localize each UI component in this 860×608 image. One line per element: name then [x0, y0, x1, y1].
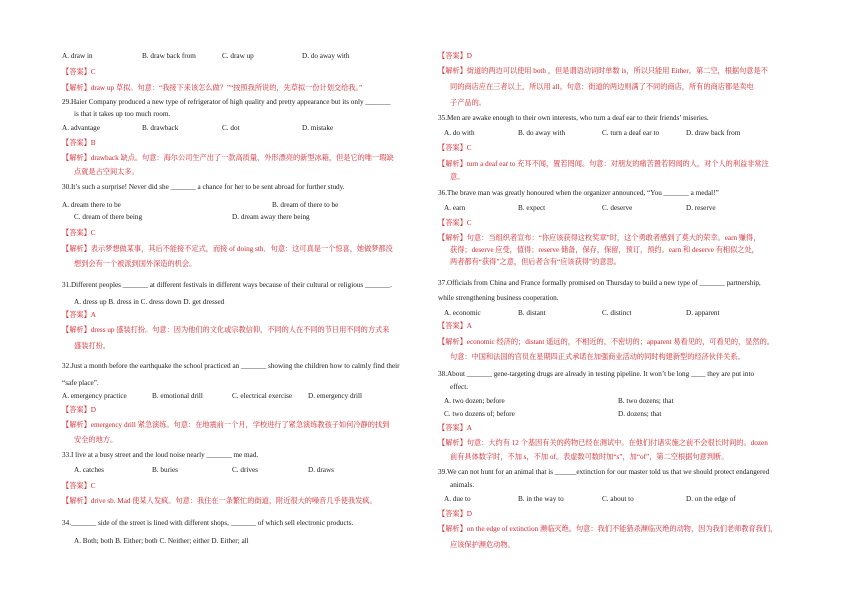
- option-c: C. dream of there being: [74, 213, 143, 221]
- q33-analysis: 【解析】drive sb. Mad 使某人发疯。句意：我住在一条繁忙的街道，附近很大的噪音几乎使我发疯。: [62, 497, 377, 505]
- q37-analysis-cont: 句意：中国和法国的官员在星期四正式承诺在加强商业活动的同时构建新型的经济伙伴关系。: [450, 353, 745, 361]
- q35-analysis-cont: 意。: [450, 173, 465, 181]
- q31-stem: 31.Different peoples _______ at different festivals in different ways because of their cultural or religious _______.: [62, 281, 392, 289]
- q29-stem-cont: is that it takes up too much room.: [74, 110, 171, 118]
- option-a: A. advantage: [62, 124, 100, 132]
- q39-analysis: 【解析】on the edge of extinction 濒临灭绝。句意：我们不能猎杀濒临灭绝的动物，因为我们老师教育我们，: [438, 525, 778, 533]
- q35-stem: 35.Men are awake enough to their own interests, who turn a deaf ear to their friends’ miseries.: [438, 114, 709, 122]
- option-a: A. catches: [74, 466, 104, 474]
- option-a: A. draw in: [62, 52, 93, 60]
- q30-analysis-cont: 想到会有一个被派到国外深造的机会。: [74, 260, 197, 268]
- option-a: A. do with: [444, 129, 475, 137]
- q28-answer: 【答案】C: [62, 68, 96, 76]
- option-a: A. due to: [444, 495, 471, 503]
- option-d: D. draw back from: [686, 129, 741, 137]
- q33-stem: 33.I live at a busy street and the loud noise nearly _______ me mad.: [62, 451, 259, 459]
- option-c: C. distinct: [602, 309, 632, 317]
- option-d: D. dozens; that: [618, 410, 662, 418]
- option-c: C. turn a deaf ear to: [602, 129, 660, 137]
- option-c: C. drives: [232, 466, 258, 474]
- option-b: B. expect: [518, 204, 546, 212]
- q35-answer: 【答案】C: [438, 144, 472, 152]
- option-b: B. do away with: [518, 129, 566, 137]
- option-d: D. apparent: [686, 309, 720, 317]
- q34-analysis-cont: 同的商店应在三者以上，所以用 all。句意：街道的两边则满了不同的商店，所有的商店都是卖电: [450, 83, 754, 91]
- q36-analysis: 【解析】句意：当组织者宣布：“你应该获得这枚奖章”时，这个勇敢者感到了莫大的荣幸。earn 赚得，: [438, 234, 761, 242]
- q38-stem-cont: effect.: [450, 383, 469, 391]
- option-d: D. mistake: [302, 124, 334, 132]
- q37-answer: 【答案】A: [438, 322, 472, 330]
- option-a: A. emergency practice: [62, 392, 127, 400]
- q39-analysis-cont: 应该保护濒危动物。: [450, 541, 515, 549]
- q29-stem: 29.Haier Company produced a new type of refrigerator of high quality and pretty appearance but its only _______: [62, 98, 391, 106]
- q29-answer: 【答案】B: [62, 139, 96, 147]
- q38-analysis: 【解析】句意：大约有 12 个基因有关的药物已经在测试中。在他们付诸实施之前不会很长时间的。dozen: [438, 439, 768, 447]
- q38-analysis-cont: 前有具体数字时，不加 s，不加 of。表虚数可数时加“s”，加“of”，第二空根据句意判断。: [450, 453, 729, 461]
- q30-answer: 【答案】C: [62, 229, 96, 237]
- q36-analysis-cont2: 两者都有“获得”之意，但后者含有“应该获得”的意思。: [450, 258, 621, 266]
- q39-answer: 【答案】D: [438, 510, 472, 518]
- q28-analysis: 【解析】draw up 草拟。句意：“我接下来该怎么做？”“按照我所说的，先草拟一份计划交给我。”: [62, 84, 363, 92]
- q31-options: A. dress up B. dress in C. dress down D. get dressed: [74, 298, 225, 306]
- option-b: B. in the way to: [518, 495, 564, 503]
- q39-stem-cont: animals.: [450, 481, 475, 489]
- q34-analysis: 【解析】街道的两边可以使用 both ，但是谓语动词时单数 is，所以只能用 Either。第二空，根据句意是不: [438, 67, 768, 75]
- option-b: B. emotional drill: [152, 392, 203, 400]
- option-d: D. reserve: [686, 204, 716, 212]
- q37-stem-cont: while strengthening business cooperation.: [438, 294, 559, 302]
- option-a: A. earn: [444, 204, 466, 212]
- option-c: C. about to: [602, 495, 634, 503]
- q34-analysis-cont2: 子产品的。: [450, 99, 486, 107]
- q31-answer: 【答案】A: [62, 311, 96, 319]
- option-d: D. on the edge of: [686, 495, 736, 503]
- option-d: D. draws: [308, 466, 334, 474]
- q35-analysis: 【解析】turn a deaf ear to 充耳不闻，置若罔闻。句意：对朋友的痛苦置若罔闻的人，对个人的利益非常注: [438, 160, 769, 168]
- q36-analysis-cont: 获得；deserve 应受，值得；reserve 储备，保存，保留，预订，预约。earn 和 deserve 有相似之处，: [450, 246, 759, 254]
- q32-stem-cont: “safe place”.: [62, 379, 99, 387]
- q34-stem: 34._______ side of the street is lined with different shops, _______ of which sell electronic products.: [62, 519, 354, 527]
- option-b: B. drawback: [142, 124, 179, 132]
- q31-analysis-cont: 盛装打扮。: [74, 342, 110, 350]
- q38-answer: 【答案】A: [438, 424, 472, 432]
- q32-analysis-cont: 安全的地方。: [74, 436, 118, 444]
- q33-answer: 【答案】C: [62, 482, 96, 490]
- option-c: C. dot: [222, 124, 240, 132]
- q30-stem: 30.It’s such a surprise! Never did she _______ a chance for her to be sent abroad for further study.: [62, 183, 345, 191]
- q32-analysis: 【解析】emergency drill 紧急演练。句意：在地震前一个月，学校进行了紧急演练教孩子如何冷静的找到: [62, 421, 390, 429]
- option-a: A. two dozen; before: [444, 397, 505, 405]
- q39-stem: 39.We can not hunt for an animal that is ______extinction for our master told us that we should protect endangered: [438, 468, 770, 476]
- q29-analysis-cont: 点就是占空间太多。: [74, 168, 139, 176]
- q32-answer: 【答案】D: [62, 406, 96, 414]
- option-c: C. deserve: [602, 204, 633, 212]
- option-a: A. dream there to be: [62, 201, 121, 209]
- option-b: B. draw back from: [142, 52, 196, 60]
- option-d: D. dream away there being: [232, 213, 310, 221]
- option-d: D. do away with: [302, 52, 350, 60]
- option-b: B. two dozens; that: [618, 397, 674, 405]
- option-d: D. emergency drill: [308, 392, 362, 400]
- option-c: C. electrical exercise: [232, 392, 293, 400]
- q34-answer: 【答案】D: [438, 52, 472, 60]
- q38-stem: 38.About _______ gene-targeting drugs are already in testing pipeline. It won’t be long ____ they are put into: [438, 370, 755, 378]
- option-c: C. draw up: [222, 52, 254, 60]
- q36-stem: 36.The brave man was greatly honoured when the organizer announced, “You _______ a medal!”: [438, 189, 719, 197]
- q30-analysis: 【解析】表示梦想做某事，其后不能接不定式，而接 of doing sth．句意：这可真是一个惊喜，她做梦都没: [62, 245, 393, 253]
- q37-stem: 37.Officials from China and France formally promised on Thursday to build a new type of _______ partnership,: [438, 279, 761, 287]
- q31-analysis: 【解析】dress up 盛装打扮。句意：因为他们的文化或宗教信仰，不同的人在不同的节日用不同的方式来: [62, 326, 390, 334]
- q34-options: A. Both; both B. Either; both C. Neither; either D. Either; all: [74, 537, 249, 545]
- option-c: C. two dozens of; before: [444, 410, 515, 418]
- q32-stem: 32.Just a month before the earthquake the school practiced an _______ showing the children how to calmly find their: [62, 362, 400, 370]
- option-b: B. distant: [518, 309, 546, 317]
- option-a: A. economic: [444, 309, 481, 317]
- option-b: B. buries: [152, 466, 178, 474]
- option-b: B. dream of there to be: [272, 201, 339, 209]
- q37-analysis: 【解析】economic 经济的；distant 遥远的，不相近的，不密切的；apparent 易看见的，可看见的，显然的。: [438, 338, 774, 346]
- q36-answer: 【答案】C: [438, 219, 472, 227]
- q29-analysis: 【解析】drawback 缺点。句意：海尔公司生产出了一款高质量、外形漂亮的新型冰箱，但是它的唯一瑕缺: [62, 154, 394, 162]
